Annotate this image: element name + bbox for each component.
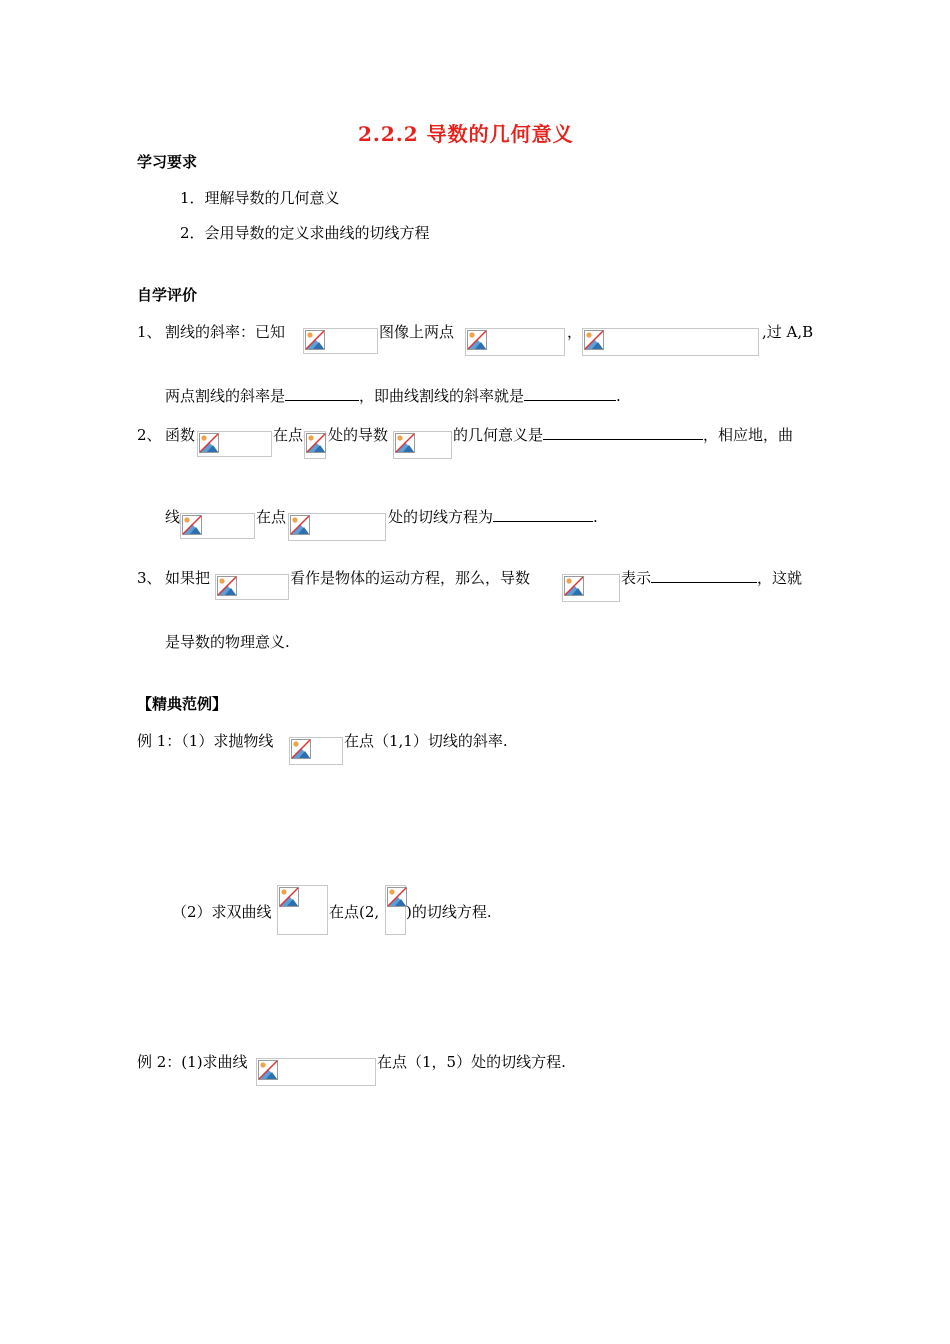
requirement-item-1: 1．理解导数的几何意义 <box>180 189 340 207</box>
examples-heading: 【精典范例】 <box>137 695 228 713</box>
broken-image-icon <box>290 515 310 535</box>
answer-blank[interactable] <box>493 507 593 522</box>
formula-image <box>289 737 343 765</box>
formula-image <box>582 328 759 356</box>
q2-text-d: 的几何意义是 ，相应地，曲 <box>453 426 794 444</box>
answer-blank[interactable] <box>285 386 359 401</box>
requirements-heading: 学习要求 <box>137 153 198 171</box>
formula-image <box>277 885 328 935</box>
broken-image-icon <box>467 330 487 350</box>
broken-image-icon <box>199 433 219 453</box>
answer-blank[interactable] <box>651 568 757 583</box>
q1-text-a: 割线的斜率：已知 <box>165 323 286 341</box>
example-2-text-a: 例 2：(1)求曲线 <box>137 1053 248 1071</box>
broken-image-icon <box>395 433 415 453</box>
q1-text-e: 两点割线的斜率是 ，即曲线割线的斜率就是 . <box>165 387 621 405</box>
broken-image-icon <box>306 433 326 453</box>
formula-image <box>304 431 326 459</box>
q2-text-g: 在点 <box>256 508 287 526</box>
q2-number: 2、 <box>137 426 162 444</box>
q2-text-f: 线 <box>165 508 181 526</box>
answer-blank[interactable] <box>524 386 616 401</box>
q3-text-a: 如果把 <box>165 569 211 587</box>
answer-blank[interactable] <box>543 425 703 440</box>
formula-image <box>256 1058 376 1086</box>
q1-text-c: ， <box>567 323 583 341</box>
q3-text-c: 表示 ，这就 <box>621 569 803 587</box>
formula-image <box>215 574 289 600</box>
broken-image-icon <box>182 515 202 535</box>
broken-image-icon <box>387 887 407 907</box>
q1-number: 1、 <box>137 323 162 341</box>
q3-text-e: 是导数的物理意义. <box>165 633 290 651</box>
q2-text-a: 函数 <box>165 426 196 444</box>
formula-image <box>288 513 386 541</box>
formula-image <box>385 885 406 935</box>
formula-image <box>180 513 255 539</box>
q3-number: 3、 <box>137 569 162 587</box>
example-1-part2-text-b: 在点(2, <box>329 903 380 921</box>
formula-image <box>197 431 272 457</box>
formula-image <box>465 328 565 356</box>
formula-image <box>393 431 452 459</box>
example-1-part2-text-c: )的切线方程. <box>406 903 492 921</box>
broken-image-icon <box>291 739 311 759</box>
q3-text-b: 看作是物体的运动方程，那么，导数 <box>290 569 531 587</box>
broken-image-icon <box>279 887 299 907</box>
formula-image <box>562 574 620 602</box>
formula-image <box>303 328 378 354</box>
q2-text-b: 在点 <box>273 426 304 444</box>
q1-text-b: 图像上两点 <box>379 323 455 341</box>
requirement-item-2: 2．会用导数的定义求曲线的切线方程 <box>180 224 430 242</box>
example-1-text-a: 例 1：（1）求抛物线 <box>137 732 274 750</box>
broken-image-icon <box>564 576 584 596</box>
example-1-part2-text-a: （2）求双曲线 <box>172 903 272 921</box>
example-2-text-b: 在点（1，5）处的切线方程. <box>377 1053 566 1071</box>
page-title: 2.2.2 导数的几何意义 <box>358 122 574 146</box>
example-1-text-b: 在点（1,1）切线的斜率. <box>344 732 508 750</box>
self-eval-heading: 自学评价 <box>137 286 198 304</box>
broken-image-icon <box>305 330 325 350</box>
broken-image-icon <box>584 330 604 350</box>
broken-image-icon <box>217 576 237 596</box>
broken-image-icon <box>258 1060 278 1080</box>
q2-text-h: 处的切线方程为 . <box>388 508 598 526</box>
q1-text-d: ,过 A,B <box>762 323 814 341</box>
q2-text-c: 处的导数 <box>328 426 389 444</box>
